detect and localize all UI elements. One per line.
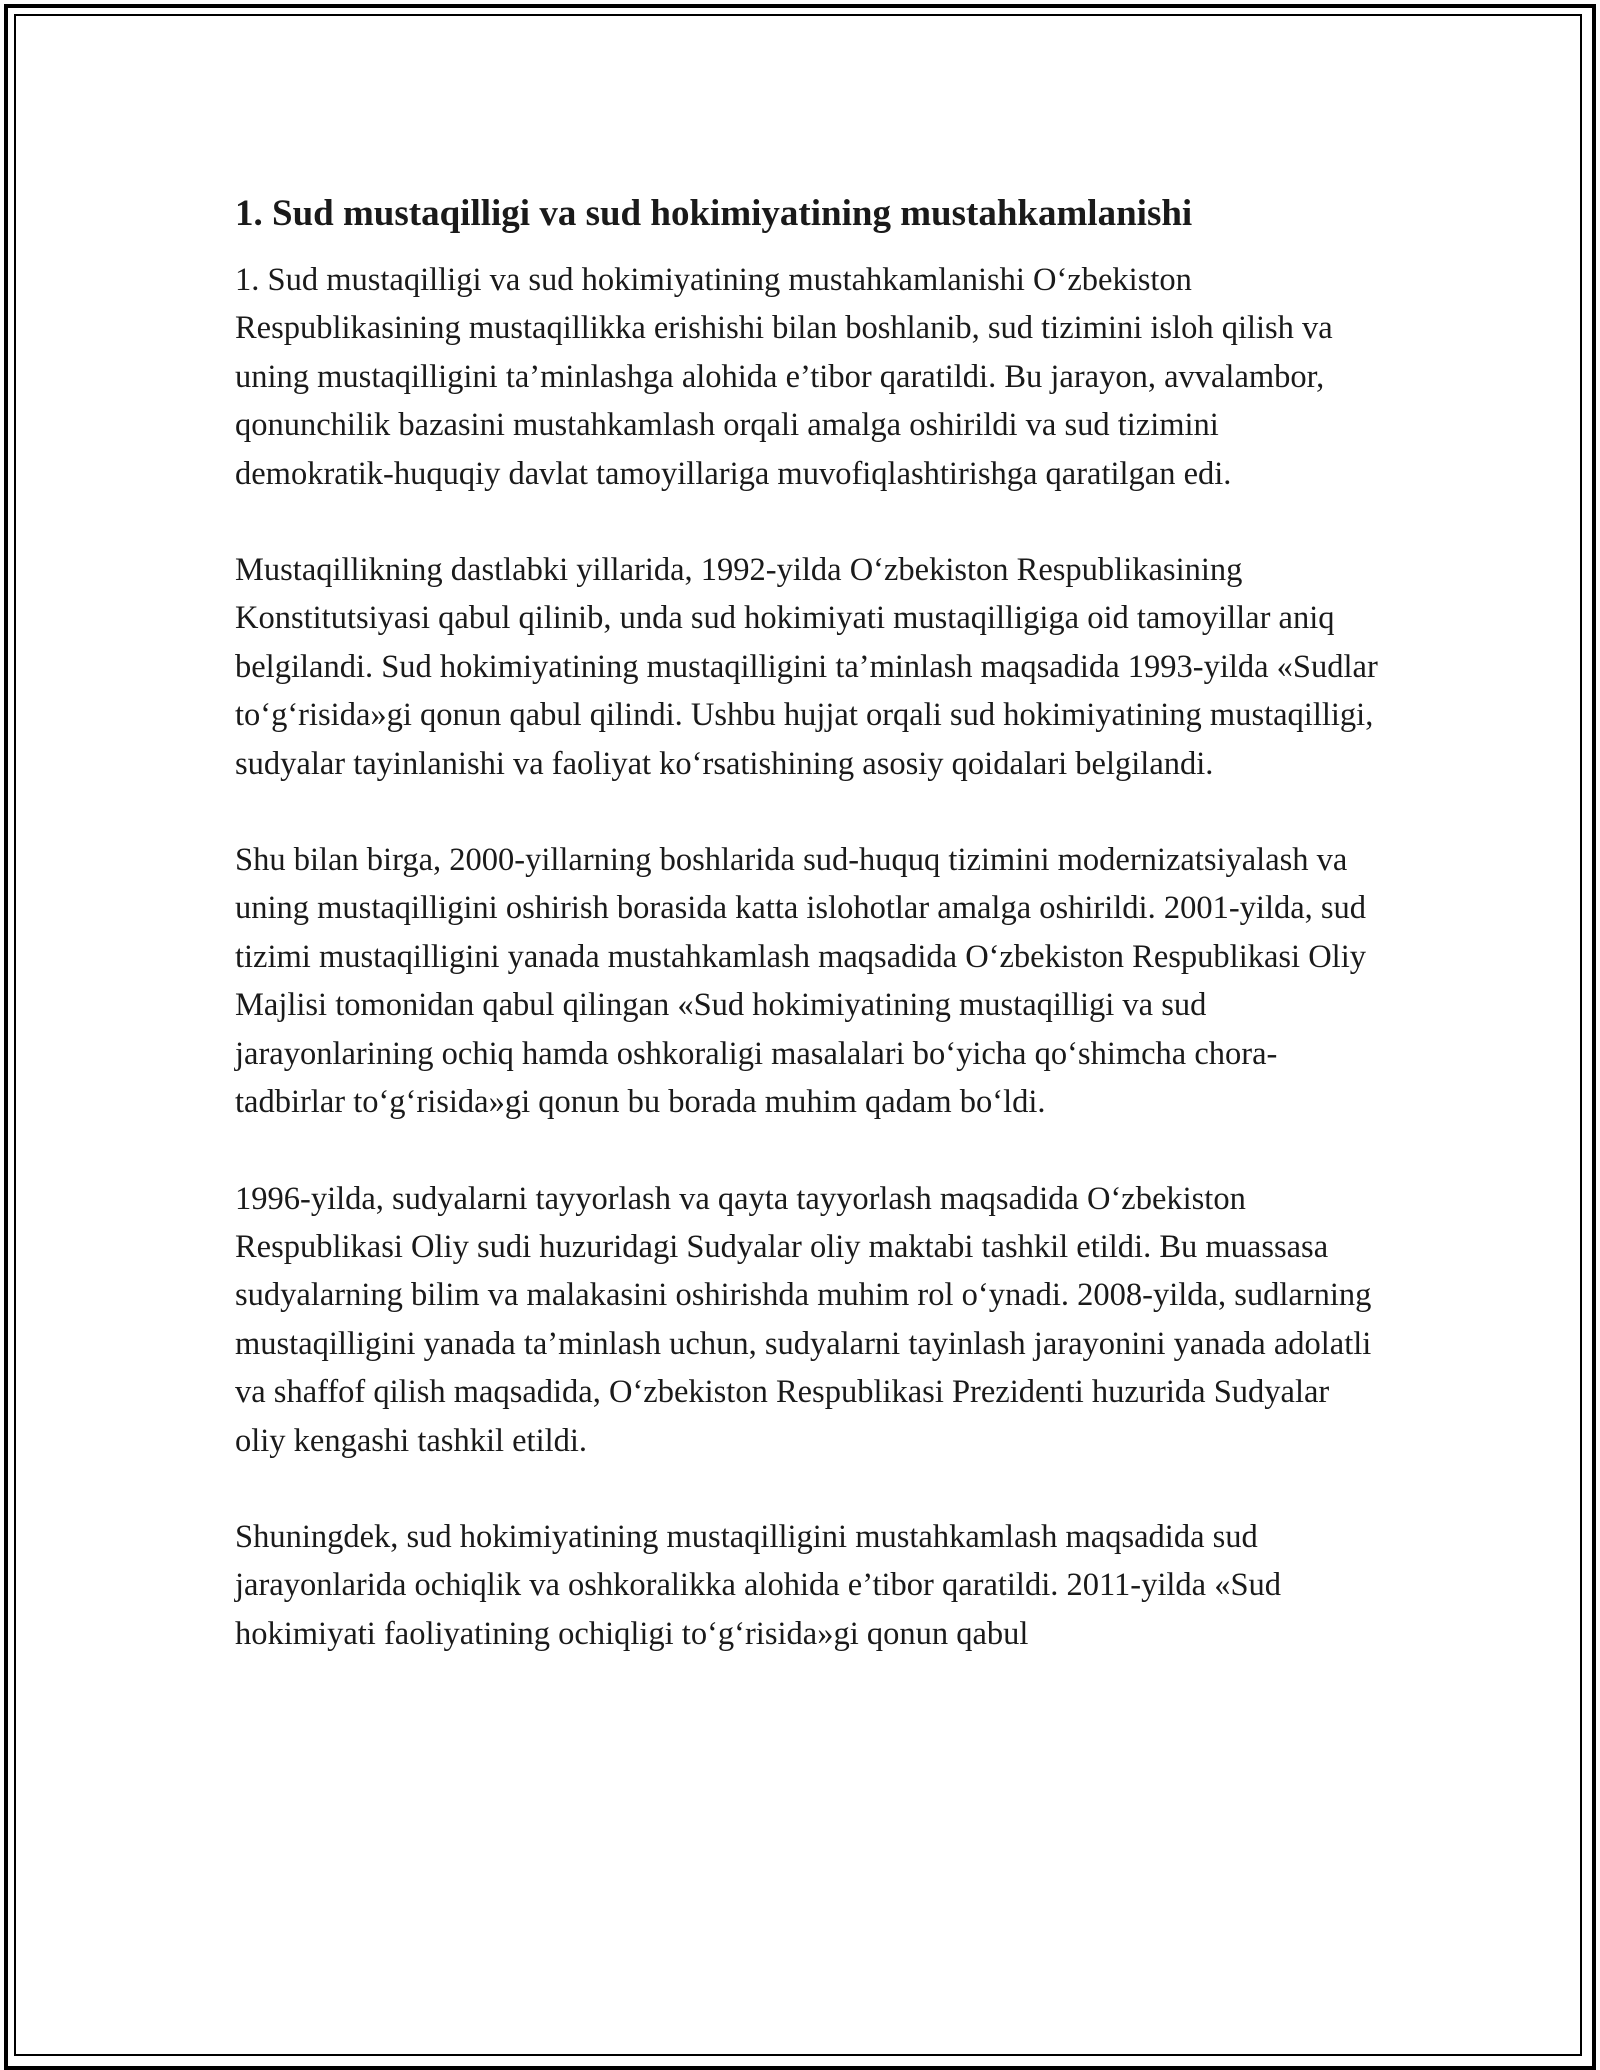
paragraph-5: Shuningdek, sud hokimiyatining mustaqilligini mustahkamlash maqsadida sud jarayonlarida ochiqlik va oshkoralikka alohida e’tibor qaratildi. 2011-yilda «Sud hokimiyati faoliyatining ochiqligi to‘g‘risida»gi qonun qabul xyxy=(235,1518,1282,1652)
paragraph-3: Shu bilan birga, 2000-yillarning boshlarida sud-huquq tizimini modernizatsiyalash va uning mustaqilligini oshirish borasida katta islohotlar amalga oshirildi. 2001-yilda, sud tizimi mustaqilligini yanada mustahkamlash maqsadida O‘zbekiston Respublikasi Oliy Majlisi tomonidan qabul qilingan «Sud hokimiyatining mustaqilligi va sud jarayonlarining ochiq hamda oshkoraligi masalalari bo‘yicha qo‘shimcha chora-tadbirlar to‘g‘risida»gi qonun bu borada muhim qadam bo‘ldi. xyxy=(235,842,1367,1121)
document-body xyxy=(235,184,1380,1658)
paragraph-1: 1. Sud mustaqilligi va sud hokimiyatining mustahkamlanishi O‘zbekiston Respublikasining mustaqillikka erishishi bilan boshlanib, sud tizimini isloh qilish va uning mustaqilligini ta’minlashga alohida e’tibor qaratildi. Bu jarayon, avvalambor, qonunchilik bazasini mustahkamlash orqali amalga oshirildi va sud tizimini demokratik-huquqiy davlat tamoyillariga muvofiqlashtirishga qaratilgan edi. xyxy=(235,262,1333,492)
document-title: 1. Sud mustaqilligi va sud hokimiyatining mustahkamlanishi xyxy=(235,193,1193,234)
paragraph-2: Mustaqillikning dastlabki yillarida, 1992-yilda O‘zbekiston Respublikasining Konstitutsiyasi qabul qilinib, unda sud hokimiyati mustaqilligiga oid tamoyillar aniq belgilandi. Sud hokimiyatining mustaqilligini ta’minlash maqsadida 1993-yilda «Sudlar to‘g‘risida»gi qonun qabul qilindi. Ushbu hujjat orqali sud hokimiyatining mustaqilligi, sudyalar tayinlanishi va faoliyat ko‘rsatishining asosiy qoidalari belgilandi. xyxy=(235,552,1378,782)
paragraph-4: 1996-yilda, sudyalarni tayyorlash va qayta tayyorlash maqsadida O‘zbekiston Respublikasi Oliy sudi huzuridagi Sudyalar oliy maktabi tashkil etildi. Bu muassasa sudyalarning bilim va malakasini oshirishda muhim rol o‘ynadi. 2008-yilda, sudlarning mustaqilligini yanada ta’minlash uchun, sudyalarni tayinlash jarayonini yanada adolatli va shaffof qilish maqsadida, O‘zbekiston Respublikasi Prezidenti huzurida Sudyalar oliy kengashi tashkil etildi. xyxy=(235,1180,1372,1459)
